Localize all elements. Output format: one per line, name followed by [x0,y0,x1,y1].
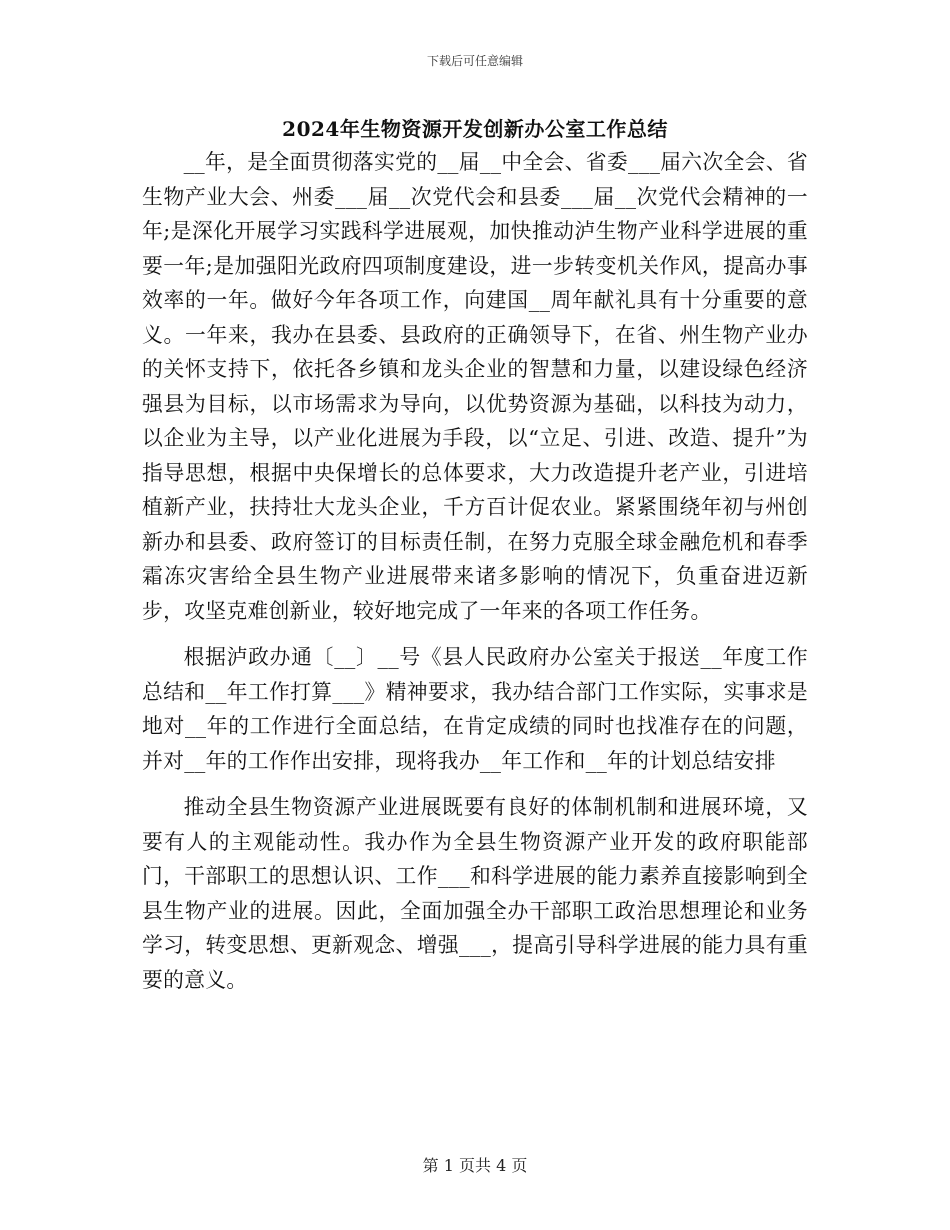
paragraph-3: 推动全县生物资源产业进展既要有良好的体制机制和进展环境，又要有人的主观能动性。我办作为全县生物资源产业开发的政府职能部门，干部职工的思想认识、工作___和科学进展的能力素养直接影响到全县生物产业的进展。因此，全面加强全办干部职工政治思想理论和业务学习，转变思想、更新观念、增强___，提高引导科学进展的能力具有重要的意义。 [142,795,808,992]
header-note: 下载后可任意编辑 [426,54,523,68]
page-number: 第 1 页共 4 页 [422,1156,528,1175]
document-title: 2024年生物资源开发创新办公室工作总结 [282,117,668,141]
document-body [142,145,808,997]
paragraph-2: 根据泸政办通〔__〕__号《县人民政府办公室关于报送__年度工作总结和__年工作打算___》精神要求，我办结合部门工作实际，实事求是地对__年的工作进行全面总结，在肯定成绩的同时也找准存在的问题，并对__年的工作作出安排，现将我办__年工作和__年的计划总结安排 [142,645,808,773]
paragraph-1: __年，是全面贯彻落实党的__届__中全会、省委___届六次全会、省生物产业大会、州委___届__次党代会和县委___届__次党代会精神的一年;是深化开展学习实践科学进展观，加快推动泸生物产业科学进展的重要一年;是加强阳光政府四项制度建设，进一步转变机关作风，提高办事效率的一年。做好今年各项工作，向建国__周年献礼具有十分重要的意义。一年来，我办在县委、县政府的正确领导下，在省、州生物产业办的关怀支持下，依托各乡镇和龙头企业的智慧和力量，以建设绿色经济强县为目标，以市场需求为导向，以优势资源为基础，以科技为动力，以企业为主导，以产业化进展为手段，以“立足、引进、改造、提升”为指导思想，根据中央保增长的总体要求，大力改造提升老产业，引进培植新产业，扶持壮大龙头企业，千方百计促农业。紧紧围绕年初与州创新办和县委、政府签订的目标责任制，在努力克服全球金融危机和春季霜冻灾害给全县生物产业进展带来诸多影响的情况下，负重奋进迈新步，攻坚克难创新业，较好地完成了一年来的各项工作任务。 [142,150,808,623]
